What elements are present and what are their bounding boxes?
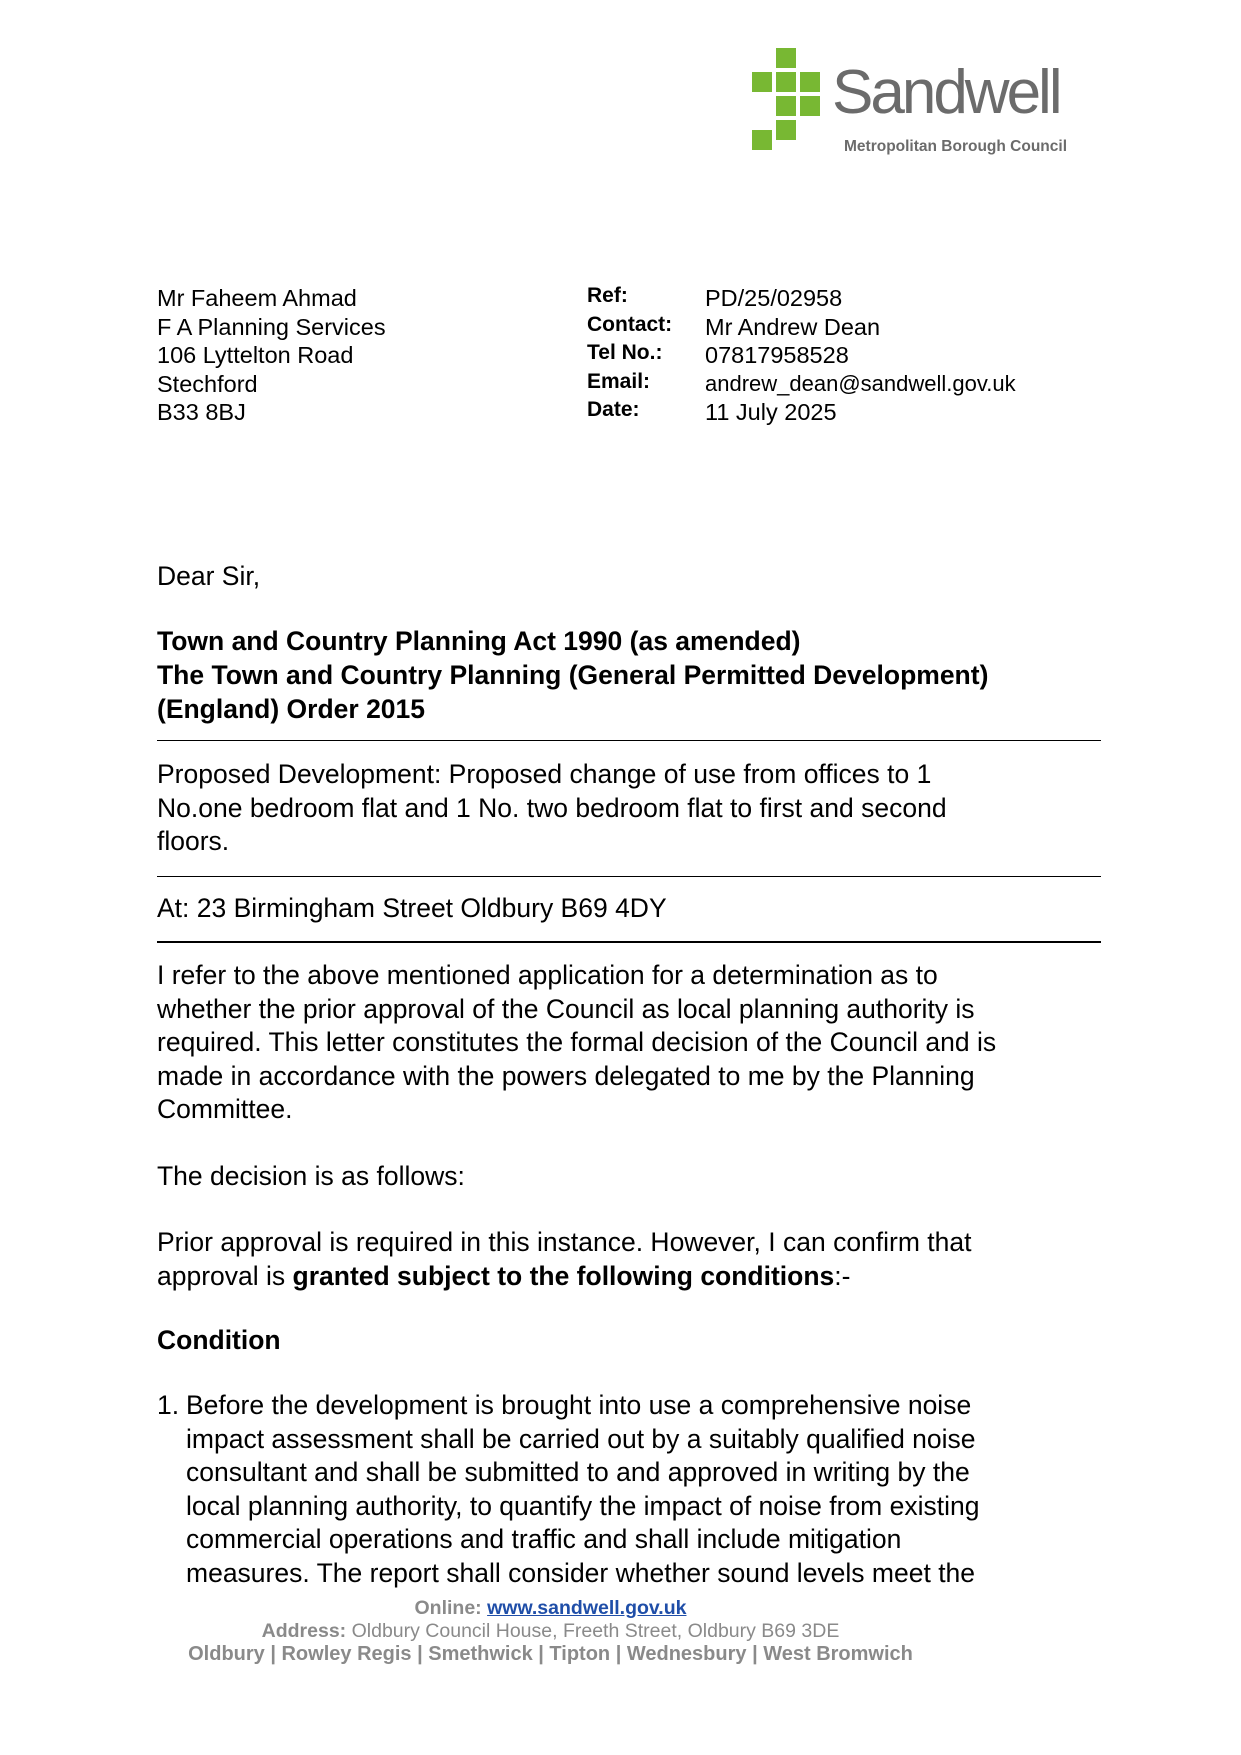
intro-line: Committee. <box>157 1094 293 1124</box>
logo-wordmark: Sandwell <box>832 58 1060 127</box>
condition-line: local planning authority, to quantify the impact of noise from existing <box>186 1490 980 1521</box>
approval-line: Prior approval is required in this instance. However, I can confirm that <box>157 1227 972 1257</box>
date-label: Date: <box>587 398 640 421</box>
condition-line: commercial operations and traffic and shall include mitigation <box>186 1524 902 1554</box>
footer-address <box>0 1620 1171 1643</box>
condition-line: Before the development is brought into use a comprehensive noise <box>186 1390 972 1420</box>
condition-line: impact assessment shall be carried out by a suitably qualified noise <box>186 1423 976 1454</box>
address-line: 106 Lyttelton Road <box>157 342 354 368</box>
tel-value: 07817958528 <box>705 342 849 368</box>
intro-line: whether the prior approval of the Council as local planning authority is <box>157 993 975 1024</box>
tel-label: Tel No.: <box>587 341 663 364</box>
address-line: Mr Faheem Ahmad <box>157 285 357 311</box>
sandwell-logo <box>752 48 1092 158</box>
address-line: Stechford <box>157 370 258 397</box>
footer-towns: Oldbury | Rowley Regis | Smethwick | Tipton | Wednesbury | West Bromwich <box>188 1643 913 1665</box>
divider <box>157 740 1101 741</box>
email-label: Email: <box>587 369 651 393</box>
contact-label: Contact: <box>587 312 673 336</box>
act-line: The Town and Country Planning (General Permitted Development) <box>157 660 989 690</box>
condition-line: consultant and shall be submitted to and approved in writing by the <box>186 1457 970 1487</box>
decision-line: The decision is as follows: <box>157 1161 465 1191</box>
site-address <box>157 892 1107 926</box>
decision-intro <box>157 1160 1107 1194</box>
footer-address-label: Address: <box>261 1620 347 1642</box>
footer-online <box>0 1597 1171 1620</box>
proposed-development <box>157 758 1107 859</box>
intro-line: I refer to the above mentioned application for a determination as to <box>157 960 938 990</box>
proposed-line: floors. <box>157 826 230 856</box>
address-line: F A Planning Services <box>157 313 386 340</box>
intro-line: made in accordance with the powers delegated to me by the Planning <box>157 1060 975 1091</box>
proposed-line: No.one bedroom flat and 1 No. two bedroom flat to first and second <box>157 792 947 823</box>
address-line: B33 8BJ <box>157 399 246 425</box>
footer-online-label: Online: <box>414 1597 482 1619</box>
approval-paragraph <box>157 1226 1107 1293</box>
salutation: Dear Sir, <box>157 561 261 591</box>
legislation-heading <box>157 624 1107 726</box>
intro-line: required. This letter constitutes the formal decision of the Council and is <box>157 1027 997 1057</box>
ref-label: Ref: <box>587 284 628 307</box>
condition-number: 1. <box>157 1390 180 1420</box>
approval-bold: granted subject to the following conditions <box>292 1260 835 1291</box>
sandwell-mosaic-icon <box>752 48 820 156</box>
approval-suffix: :- <box>834 1260 851 1291</box>
act-line: (England) Order 2015 <box>157 694 426 724</box>
act-line: Town and Country Planning Act 1990 (as amended) <box>157 626 801 656</box>
approval-line <box>157 1260 1107 1294</box>
footer-address-value: Oldbury Council House, Freeth Street, Oldbury B69 3DE <box>351 1620 840 1642</box>
divider <box>157 876 1101 877</box>
condition-text <box>186 1389 979 1590</box>
contact-value: Mr Andrew Dean <box>705 313 881 340</box>
proposed-line: Proposed Development: Proposed change of use from offices to 1 <box>157 759 932 789</box>
divider <box>157 941 1101 943</box>
intro-paragraph <box>157 959 1107 1127</box>
logo-subtitle: Metropolitan Borough Council <box>844 138 1068 155</box>
approval-prefix: approval is <box>157 1260 293 1291</box>
condition-heading: Condition <box>157 1325 281 1355</box>
footer-website-link[interactable]: www.sandwell.gov.uk <box>487 1597 687 1619</box>
condition-line: measures. The report shall consider whether sound levels meet the <box>186 1557 976 1588</box>
ref-value: PD/25/02958 <box>705 285 843 311</box>
date-value: 11 July 2025 <box>705 399 837 425</box>
recipient-address <box>157 284 386 427</box>
email-value[interactable]: andrew_dean@sandwell.gov.uk <box>705 370 1016 396</box>
site-line: At: 23 Birmingham Street Oldbury B69 4DY <box>157 893 667 923</box>
